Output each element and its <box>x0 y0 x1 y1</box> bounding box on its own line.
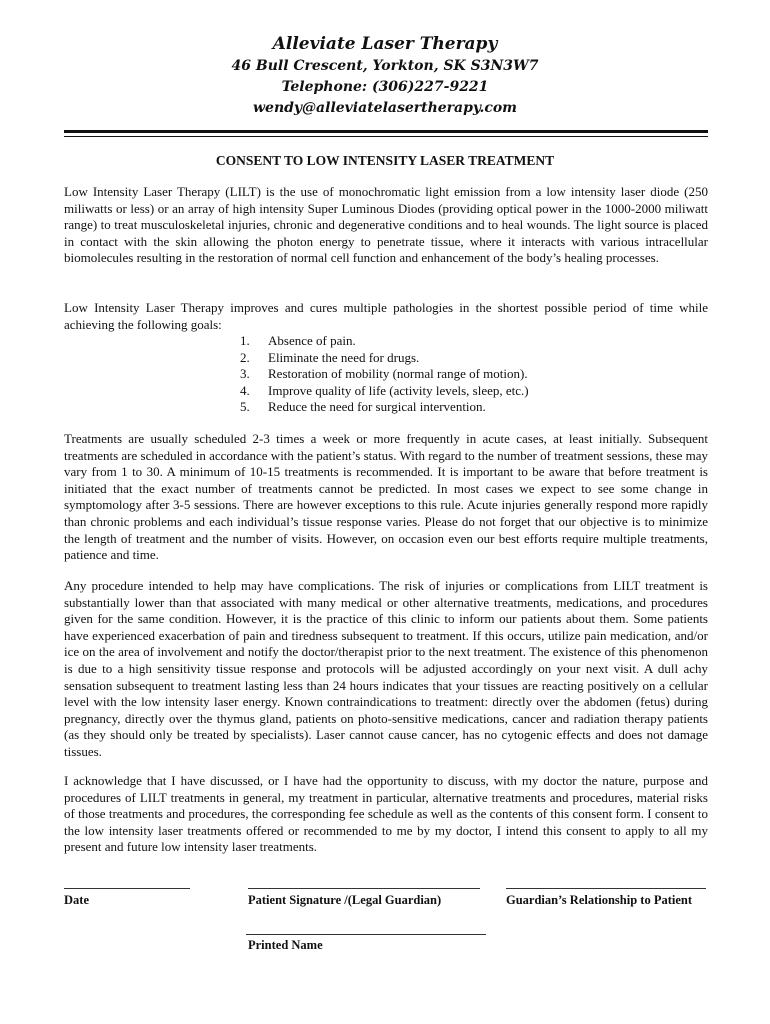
list-item: 5. Reduce the need for surgical intervention. <box>240 399 486 415</box>
list-item: 3. Restoration of mobility (normal range of motion). <box>240 366 528 382</box>
list-item: 4. Improve quality of life (activity levels, sleep, etc.) <box>240 382 529 398</box>
document-title: CONSENT TO LOW INTENSITY LASER TREATMENT <box>215 153 555 168</box>
relationship-signature-line[interactable] <box>506 888 706 889</box>
paragraph-intro: Low Intensity Laser Therapy (LILT) is the use of monochromatic light emission from a low intensity laser diode (250 miliwatts or less) or an array of high intensity Super Luminous Diodes (providing optical power in the 1000-2000 miliwatt range) to treat musculoskeletal injuries, chronic and degenerative conditions and to heal wounds. The light source is placed in contact with the skin allowing the photon energy to penetrate tissue, where it interacts with various intracellular biomolecules resulting in the restoration of normal cell function and enhancement of the body’s healing processes. <box>64 184 708 266</box>
date-label: Date <box>64 893 89 907</box>
list-item: 1. Absence of pain. <box>240 333 356 348</box>
company-address: 46 Bull Crescent, Yorkton, SK S3N3W7 <box>231 58 539 74</box>
goals-list <box>240 333 529 416</box>
relationship-label: Guardian’s Relationship to Patient <box>506 893 693 907</box>
date-signature-line[interactable] <box>64 888 190 889</box>
company-name: Alleviate Laser Therapy <box>272 34 498 54</box>
printed-name-label: Printed Name <box>248 938 323 952</box>
patient-signature-line[interactable] <box>248 888 480 889</box>
company-telephone: Telephone: (306)227-9221 <box>281 79 489 95</box>
list-item: 2. Eliminate the need for drugs. <box>240 349 420 365</box>
letterhead <box>0 32 770 119</box>
paragraph-acknowledgement: I acknowledge that I have discussed, or I have had the opportunity to discuss, with my doctor the nature, purpose and procedures of LILT treatments in general, my treatment in particular, alternative treatments and procedures, material risks of those treatments and procedures, the corresponding fee schedule as well as the contents of this consent form. I consent to the low intensity laser treatments offered or recommended to me by my doctor, I intend this consent to apply to all my present and future low intensity laser treatments. <box>64 773 708 855</box>
paragraph-goals-intro: Low Intensity Laser Therapy improves and cures multiple pathologies in the shortest possible period of time while achieving the following goals: <box>64 300 708 332</box>
company-email: wendy@alleviatelasertherapy.com <box>253 100 517 116</box>
paragraph-treatments: Treatments are usually scheduled 2-3 times a week or more frequently in acute cases, at least initially. Subsequent treatments are scheduled in accordance with the patient’s status. With regard to the number of treatment sessions, these may vary from 1 to 30. A minimum of 10-15 treatments is recommended. It is important to be aware that before treatment is initiated that the exact number of treatments cannot be predicted. In most cases we expect to see some change in symptomology after 3-5 sessions. There are however exceptions to this rule. Acute injuries generally respond more rapidly than chronic problems and each individual’s tissue response varies. Please do not forget that our objective is to minimize the length of treatment and the number of visits. However, on occasion even our best efforts require multiple treatments, patience and time. <box>64 431 708 563</box>
patient-signature-label: Patient Signature /(Legal Guardian) <box>248 893 442 907</box>
header-divider-thick <box>64 130 708 133</box>
printed-name-line[interactable] <box>246 934 486 935</box>
header-divider-thin <box>64 136 708 137</box>
paragraph-complications: Any procedure intended to help may have complications. The risk of injuries or complications from LILT treatment is substantially lower than that associated with many medical or other alternative treatments, medications, and procedures given for the same condition. However, it is the practice of this clinic to inform our patients about them. Some patients have experienced exacerbation of pain and tiredness subsequent to treatment. If this occurs, utilize pain medication, and/or ice on the area of involvement and notify the doctor/therapist prior to the next treatment. The existence of this phenomenon is due to a high sensitivity tissue response and protocols will be adjusted accordingly on your next visit. A dull achy sensation subsequent to treatment lasting less than 24 hours indicates that your tissues are reacting positively on a cellular level with the low intensity laser energy. Known contraindications to treatment: directly over the abdomen (fetus) during pregnancy, directly over the thymus gland, patients on photo-sensitive medications, cancer and radiation therapy patients (as they should only be treated by specialists). Laser cannot cause cancer, has no cytogenic effects and does not damage tissues. <box>64 578 708 759</box>
